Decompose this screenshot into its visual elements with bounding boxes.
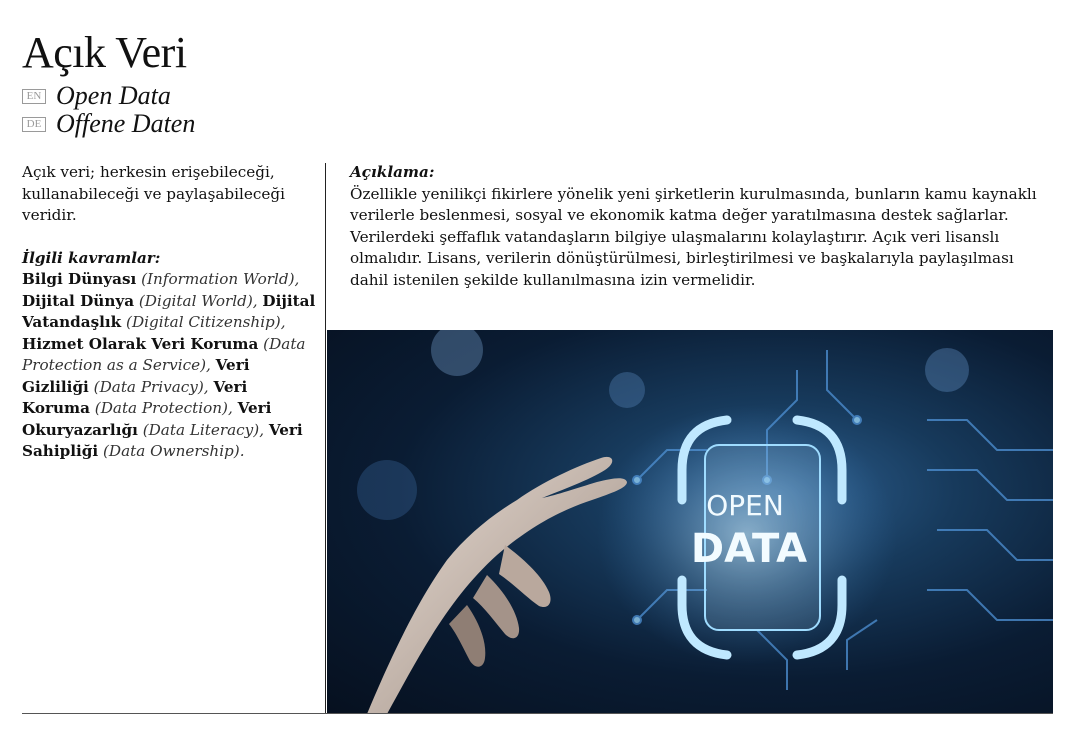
- related-term-en: (Data Protection),: [94, 399, 233, 417]
- bottom-rule: [22, 713, 1053, 714]
- related-term-en: (Data Privacy),: [93, 377, 209, 396]
- related-heading: İlgili kavramlar:: [22, 248, 161, 267]
- left-column: [22, 162, 318, 463]
- related-term: Bilgi Dünyası: [22, 270, 137, 288]
- lang-tag-en: EN: [22, 89, 46, 104]
- data-label: DATA: [690, 526, 808, 572]
- related-term: Veri Sahipliği: [22, 420, 303, 460]
- definition-text: Açık veri; herkesin erişebileceği, kullanabileceği ve paylaşabileceği veridir.: [22, 163, 285, 224]
- lang-tag-de: DE: [22, 117, 46, 132]
- related-term-en: (Information World),: [141, 270, 300, 288]
- column-divider: [325, 163, 326, 714]
- related-term: Hizmet Olarak Veri Koruma: [22, 334, 259, 353]
- related-term: Dijital Vatandaşlık: [22, 291, 316, 331]
- related-term: Veri Okuryazarlığı: [22, 399, 272, 439]
- related-term-en: (Data Protection as a Service),: [22, 334, 306, 374]
- open-data-illustration: [327, 330, 1053, 714]
- related-term-en: (Digital World),: [138, 291, 258, 310]
- explanation-text: Özellikle yenilikçi fikirlere yönelik yeni şirketlerin kurulmasında, bunların kamu kaynaklı verilerle beslenmesi, sosyal ve ekonomik katma değer yaratılmasına destek sağlarlar. Verilerdeki şeffaflık vatandaşların bilgiye ulaşmalarını kolaylaştırır. Açık veri lisanslı olmalıdır. Lisans, verilerin dönüştürülmesi, birleştirilmesi ve başkalarıyla paylaşılması dahil istenilen şekilde kullanılmasına izin vermelidir.: [350, 184, 1037, 289]
- related-term-en: (Data Literacy),: [142, 420, 265, 439]
- entry-title: Açık Veri: [22, 28, 187, 77]
- related-term: Veri Koruma: [22, 377, 248, 417]
- related-term: Veri Gizliliği: [22, 356, 250, 396]
- translation-en: [22, 82, 171, 110]
- illustration-svg: [327, 330, 1053, 714]
- explanation-heading: Açıklama:: [350, 163, 435, 181]
- related-terms: [22, 269, 318, 463]
- translation-de-text: Offene Daten: [56, 109, 196, 138]
- right-column: [350, 162, 1055, 291]
- related-term-en: (Digital Citizenship),: [126, 313, 286, 331]
- open-label: OPEN: [706, 489, 784, 522]
- related-term-en: (Data Ownership).: [103, 442, 245, 460]
- translation-en-text: Open Data: [56, 81, 171, 110]
- translation-de: [22, 110, 195, 138]
- related-term: Dijital Dünya: [22, 291, 135, 310]
